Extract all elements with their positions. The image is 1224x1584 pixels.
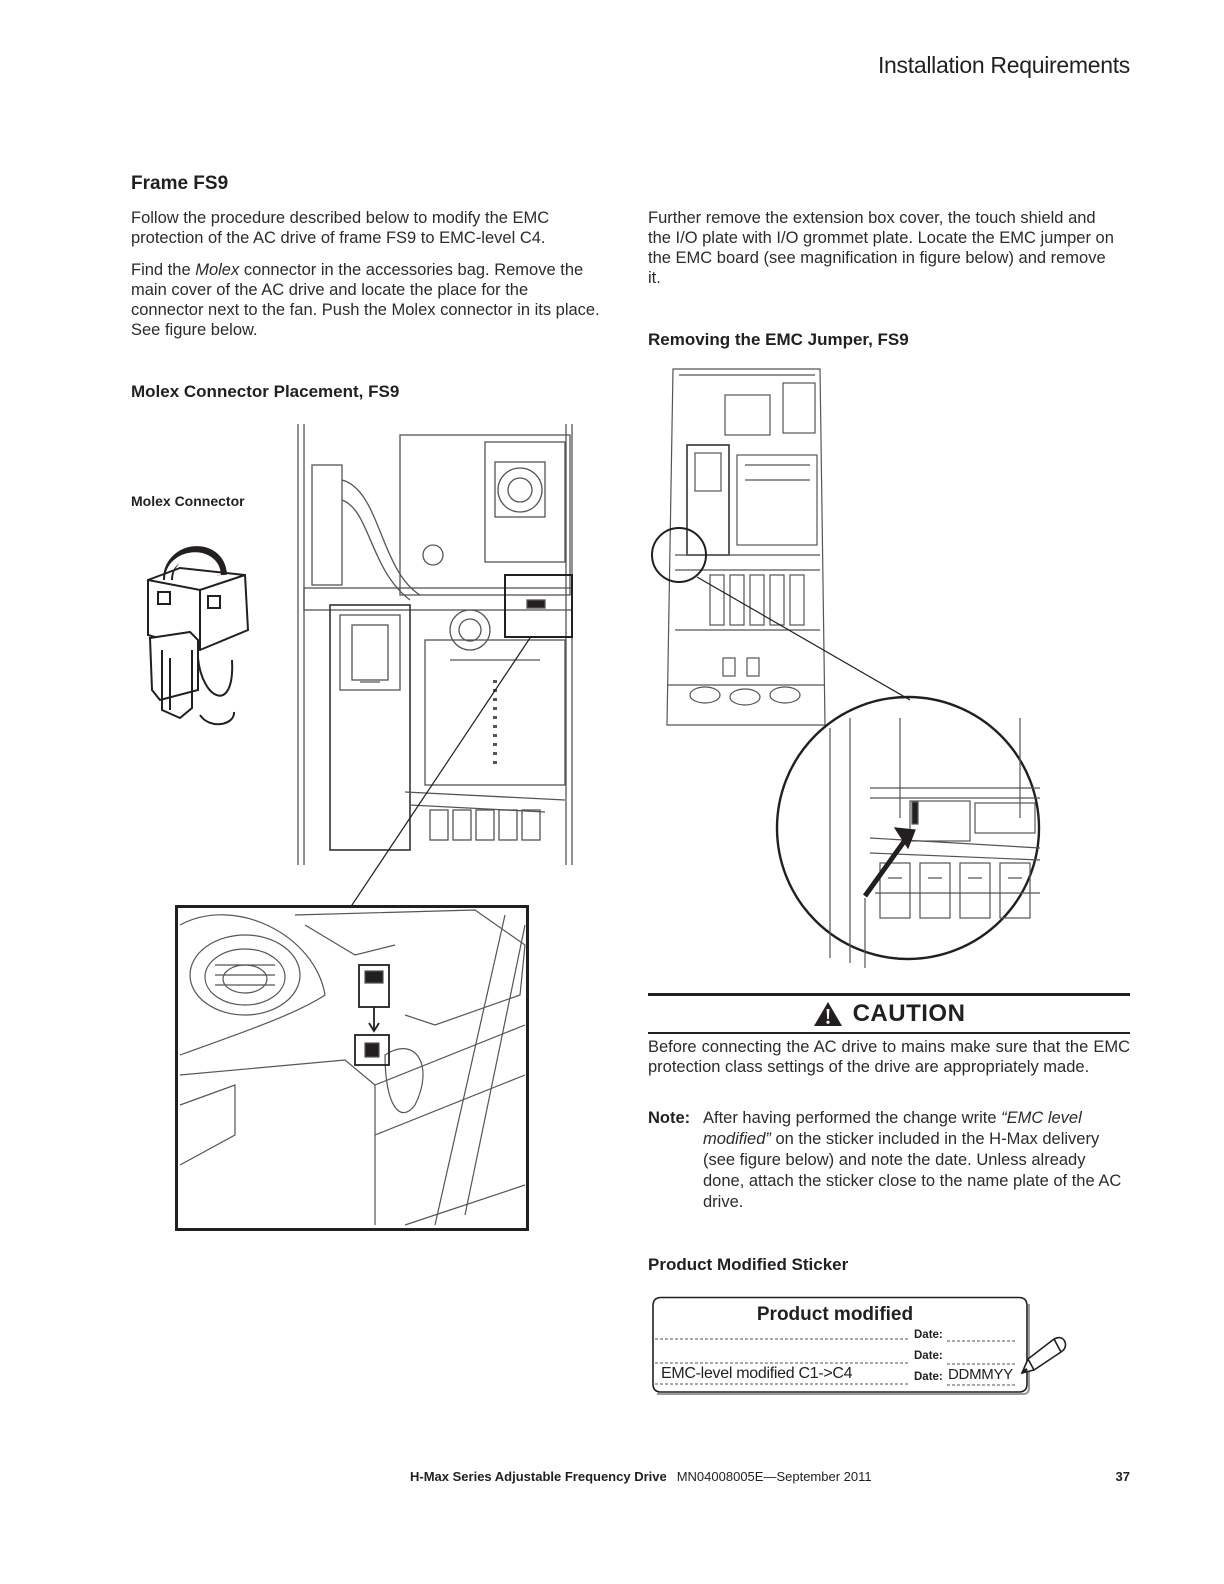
sticker-date-label-2: Date:: [914, 1350, 943, 1362]
emc-jumper-figure-title: Removing the EMC Jumper, FS9: [648, 330, 909, 349]
warning-triangle-icon: [813, 1001, 843, 1027]
sticker-figure-title: Product Modified Sticker: [648, 1255, 849, 1274]
page-header-title: Installation Requirements: [877, 52, 1130, 78]
jumper-leader-line: [695, 575, 915, 705]
magnification-leader-line: [340, 630, 540, 910]
note-block: [648, 1108, 1130, 1213]
procedure-text-start: Find the: [131, 261, 196, 279]
page-footer: [410, 1469, 872, 1484]
molex-figure-title: Molex Connector Placement, FS9: [131, 382, 400, 401]
pencil-icon: [1018, 1333, 1070, 1377]
molex-magnification-detail: [175, 905, 529, 1231]
footer-doc-number: MN04008005E—September 2011: [676, 1469, 872, 1484]
molex-connector-drawing: [140, 540, 252, 728]
page-number: 37: [1115, 1469, 1130, 1484]
footer-product: H-Max Series Adjustable Frequency Drive: [410, 1469, 667, 1484]
caution-banner: [648, 993, 1130, 1034]
emc-jumper-magnification: [770, 688, 1050, 973]
sticker-title: Product modified: [756, 1304, 914, 1325]
note-text-end: on the sticker included in the H-Max delivery (see figure below) and note the date. Unless already done, attach the sticker close to the name plate of the AC drive.: [703, 1130, 1122, 1211]
removal-paragraph: Further remove the extension box cover, the touch shield and the I/O plate with I/O grommet plate. Locate the EMC jumper on the EMC board (see magnification in figure below) and remove it.: [648, 209, 1114, 287]
note-label: Note:: [648, 1109, 691, 1127]
sticker-entry-text: EMC-level modified C1->C4: [661, 1365, 853, 1382]
product-modified-sticker: [651, 1296, 1031, 1398]
intro-paragraph: Follow the procedure described below to modify the EMC protection of the AC drive of frame FS9 to EMC-level C4.: [131, 209, 550, 247]
molex-connector-label: Molex Connector: [131, 493, 245, 509]
procedure-text-end: connector in the accessories bag. Remove the main cover of the AC drive and locate the place for the connector next to the fan. Push the Molex connector in its place. See figure below.: [131, 261, 600, 339]
caution-text: Before connecting the AC drive to mains make sure that the EMC protection class settings of the drive are appropriately made.: [648, 1038, 1130, 1076]
sticker-date-label-3: Date:: [914, 1371, 943, 1383]
note-text: [703, 1108, 1128, 1213]
note-text-start: After having performed the change write: [703, 1109, 1002, 1127]
molex-term: Molex: [195, 261, 240, 279]
sticker-entry-date: DDMMYY: [948, 1366, 1013, 1383]
sticker-date-label-1: Date:: [914, 1329, 943, 1341]
procedure-paragraph: [131, 260, 601, 340]
note-emphasis: “EMC level modified”: [703, 1109, 1082, 1148]
caution-title: CAUTION: [852, 1000, 966, 1027]
section-title: Frame FS9: [131, 173, 229, 194]
